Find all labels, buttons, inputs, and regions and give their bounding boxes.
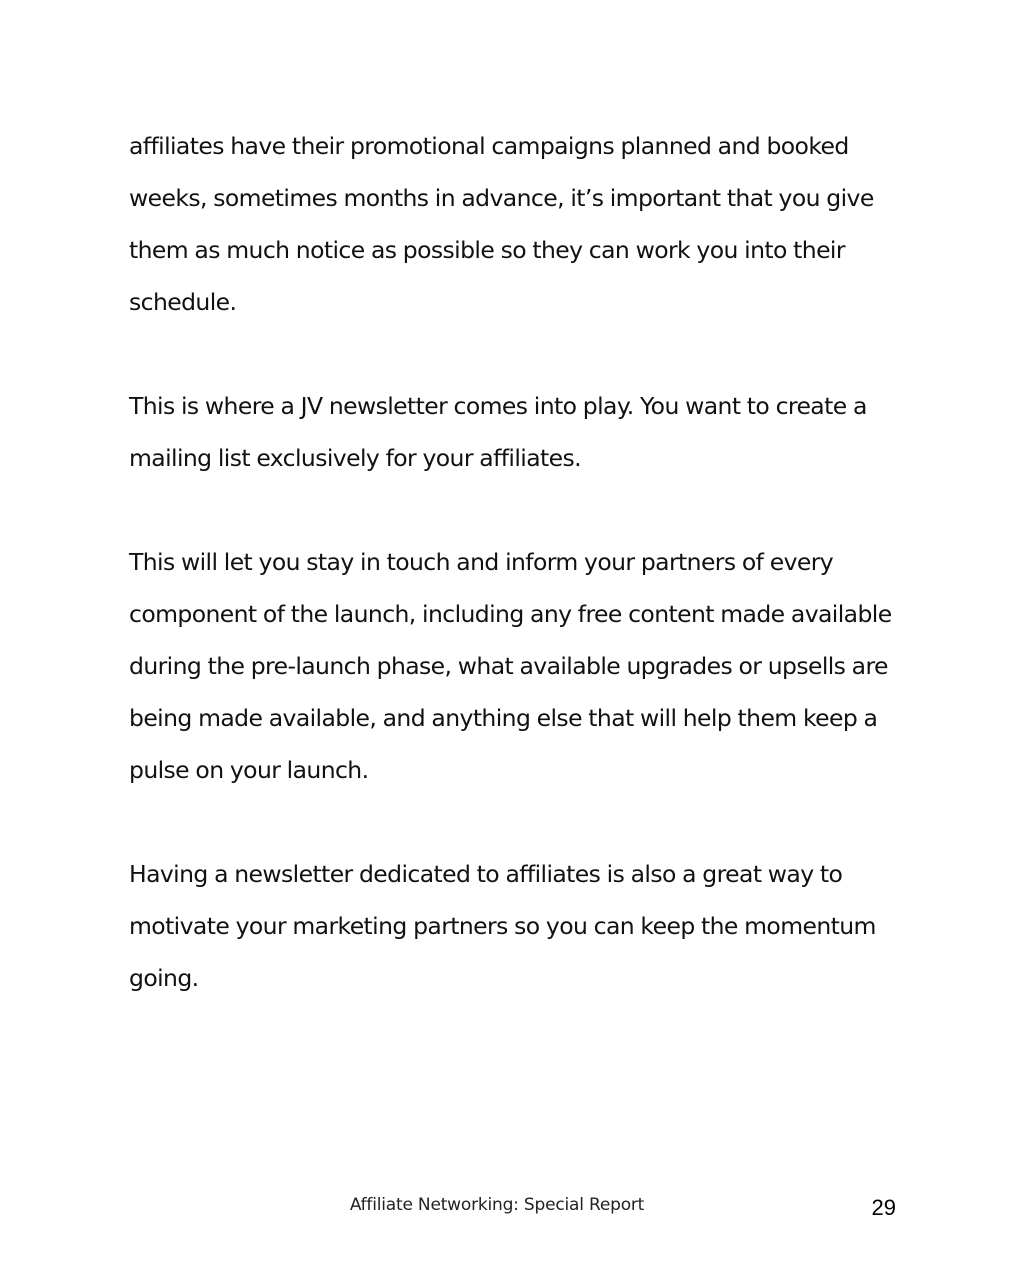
paragraph: affiliates have their promotional campaigns planned and booked weeks, sometimes months in advance, it’s important that you give them as much notice as possible so they can work you into their schedule. — [129, 132, 874, 316]
page-number: 29 — [871, 1195, 896, 1220]
paragraph: This is where a JV newsletter comes into play. You want to create a mailing list exclusively for your affiliates. — [129, 392, 867, 472]
page-body — [129, 120, 909, 1056]
footer-title: Affiliate Networking: Special Report — [349, 1195, 645, 1215]
paragraph: This will let you stay in touch and inform your partners of every component of the launch, including any free content made available during the pre-launch phase, what available upgrades or upsells are being made available, and anything else that will help them keep a pulse on your launch. — [129, 548, 892, 784]
paragraph: Having a newsletter dedicated to affiliates is also a great way to motivate your marketing partners so you can keep the momentum going. — [129, 860, 876, 992]
